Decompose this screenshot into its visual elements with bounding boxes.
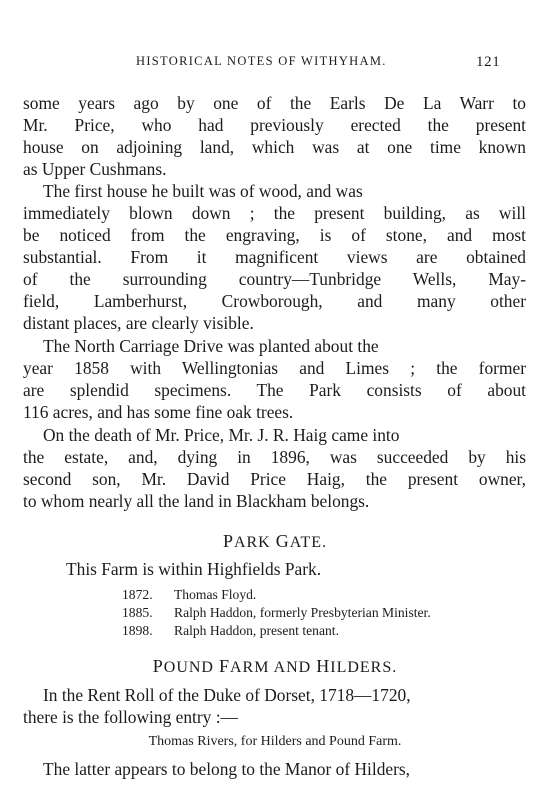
text-line: some years ago by one of the Earls De La Warr to xyxy=(23,93,526,113)
text-line: The North Carriage Drive was planted about the xyxy=(43,336,379,356)
section-heading-pound-farm: POUND FARM AND HILDERS. xyxy=(152,656,398,676)
text-line: as Upper Cushmans. xyxy=(23,159,167,179)
text-line: Mr. Price, who had previously erected the present xyxy=(23,115,526,135)
tenant-entry xyxy=(122,604,431,622)
entry-text: Ralph Haddon, formerly Presbyterian Minister. xyxy=(174,605,431,620)
text-line: On the death of Mr. Price, Mr. J. R. Haig came into xyxy=(43,425,400,445)
text-line: immediately blown down ; the present building, as will xyxy=(23,203,526,223)
text-line: to whom nearly all the land in Blackham belongs. xyxy=(23,491,370,511)
tenant-entry xyxy=(122,586,256,604)
text-line: are splendid specimens. The Park consists of about xyxy=(23,380,526,400)
entry-year: 1898. xyxy=(122,623,153,638)
running-title: HISTORICAL NOTES OF WITHYHAM. xyxy=(136,54,387,68)
entry-text: Thomas Floyd. xyxy=(174,587,257,602)
text-line: house on adjoining land, which was at one time known xyxy=(23,137,526,157)
text-line: substantial. From it magnificent views are obtained xyxy=(23,247,526,267)
entry-text: Ralph Haddon, present tenant. xyxy=(174,623,339,638)
section-heading-park-gate: PARK GATE. xyxy=(222,531,328,551)
entry-year: 1885. xyxy=(122,605,153,620)
page-number: 121 xyxy=(476,54,501,70)
text-line: the estate, and, dying in 1896, was succeeded by his xyxy=(23,447,526,467)
page-header xyxy=(0,54,550,74)
text-line: year 1858 with Wellingtonias and Limes ; the former xyxy=(23,358,526,378)
text-line: The latter appears to belong to the Manor of Hilders, xyxy=(43,759,411,779)
text-line: In the Rent Roll of the Duke of Dorset, 1718—1720, xyxy=(43,685,411,705)
text-line: of the surrounding country—Tunbridge Wells, May- xyxy=(23,269,526,289)
text-line: field, Lamberhurst, Crowborough, and many other xyxy=(23,291,526,311)
text-line: distant places, are clearly visible. xyxy=(23,313,254,333)
text-line: The first house he built was of wood, and was xyxy=(43,181,363,201)
text-line: there is the following entry :— xyxy=(23,707,238,727)
text-line: be noticed from the engraving, is of stone, and most xyxy=(23,225,526,245)
tenant-entry xyxy=(122,622,339,640)
text-line: 116 acres, and has some fine oak trees. xyxy=(23,402,294,422)
rent-roll-quote: Thomas Rivers, for Hilders and Pound Farm. xyxy=(148,734,402,749)
text-line: second son, Mr. David Price Haig, the present owner, xyxy=(23,469,526,489)
entry-year: 1872. xyxy=(122,587,153,602)
section-intro: This Farm is within Highfields Park. xyxy=(66,559,322,579)
